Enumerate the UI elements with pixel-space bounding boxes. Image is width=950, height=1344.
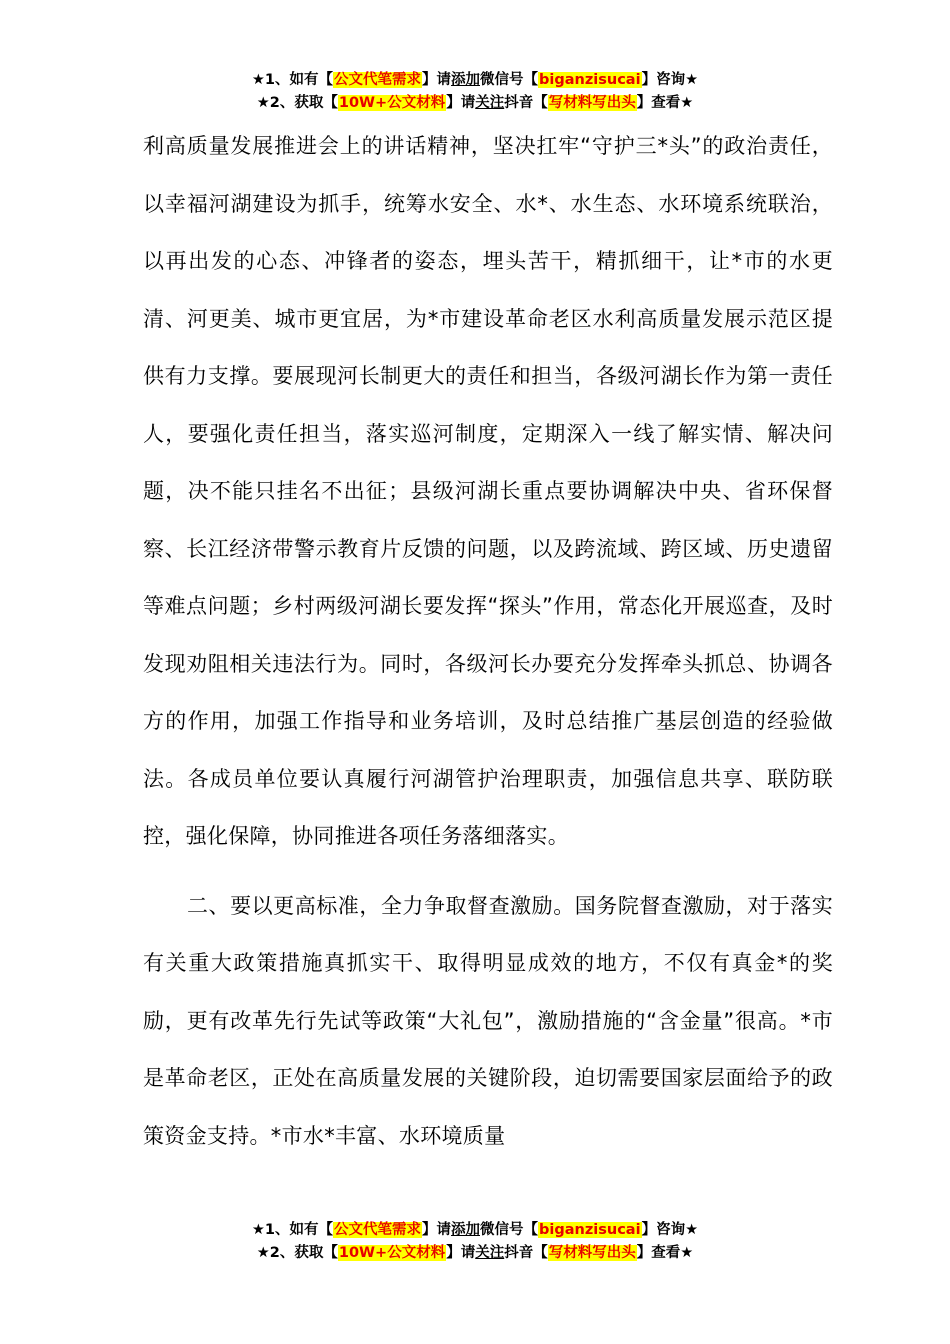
footer-line-2 (0, 1242, 950, 1265)
banner-text: 】咨询★ (641, 72, 699, 88)
banner-text: 】查看★ (636, 1245, 694, 1261)
highlight-materials: 10W+公文材料 (338, 95, 446, 111)
underlined-text: 添加 (451, 1222, 481, 1238)
underlined-text: 关注 (475, 1245, 505, 1261)
paragraph-1: 利高质量发展推进会上的讲话精神，坚决扛牢“守护三*头”的政治责任，以幸福河湖建设为抓手，统筹水安全、水*、水生态、水环境系统联治，以再出发的心态、冲锋者的姿态，埋头苦干，精抓细干，让*市的水更清、河更美、城市更宜居，为*市建设革命老区水利高质量发展示范区提供有力支撑。要展现河长制更大的责任和担当，各级河湖长作为第一责任人，要强化责任担当，落实巡河制度，定期深入一线了解实情、解决问题，决不能只挂名不出征；县级河湖长重点要协调解决中央、省环保督察、长江经济带警示教育片反馈的问题，以及跨流域、跨区域、历史遗留等难点问题；乡村两级河湖长要发挥“探头”作用，常态化开展巡查，及时发现劝阻相关违法行为。同时，各级河长办要充分发挥牵头抓总、协调各方的作用，加强工作指导和业务培训，及时总结推广基层创造的经验做法。各成员单位要认真履行河湖管护治理职责，加强信息共享、联防联控，强化保障，协同推进各项任务落细落实。 (143, 134, 833, 848)
header-banner (0, 69, 950, 115)
paragraph-2: 二、要以更高标准，全力争取督查激励。国务院督查激励，对于落实有关重大政策措施真抓实干、取得明显成效的地方，不仅有真金*的奖励，更有改革先行先试等政策“大礼包”，激励措施的“含金量”很高。*市是革命老区，正处在高质量发展的关键阶段，迫切需要国家层面给予的政策资金支持。*市水*丰富、水环境质量 (143, 893, 833, 1148)
banner-text: 】请 (446, 1245, 476, 1261)
footer-banner (0, 1219, 950, 1265)
banner-text: 】请 (422, 1222, 452, 1238)
highlight-douyin: 写材料写出头 (548, 95, 636, 111)
highlight-materials: 10W+公文材料 (338, 1245, 446, 1261)
banner-text: ★1、如有【 (251, 72, 334, 88)
banner-text: ★2、获取【 (256, 95, 338, 111)
banner-text: 】请 (422, 72, 452, 88)
banner-line-1 (0, 69, 950, 92)
banner-text: 抖音【 (504, 95, 548, 111)
banner-text: 】请 (446, 95, 476, 111)
underlined-text: 关注 (475, 95, 505, 111)
banner-text: 】咨询★ (641, 1222, 699, 1238)
banner-text: 微信号【 (480, 72, 539, 88)
banner-text: 】查看★ (636, 95, 694, 111)
highlight-service: 公文代笔需求 (334, 1222, 422, 1238)
banner-text: 微信号【 (480, 1222, 539, 1238)
highlight-wechat-id: biganzisucai (539, 72, 641, 88)
banner-text: ★1、如有【 (251, 1222, 334, 1238)
banner-line-2 (0, 92, 950, 115)
underlined-text: 添加 (451, 72, 481, 88)
footer-line-1 (0, 1219, 950, 1242)
banner-text: ★2、获取【 (256, 1245, 338, 1261)
highlight-douyin: 写材料写出头 (548, 1245, 636, 1261)
banner-text: 抖音【 (504, 1245, 548, 1261)
highlight-wechat-id: biganzisucai (539, 1222, 641, 1238)
document-body (143, 118, 833, 1165)
highlight-service: 公文代笔需求 (334, 72, 422, 88)
